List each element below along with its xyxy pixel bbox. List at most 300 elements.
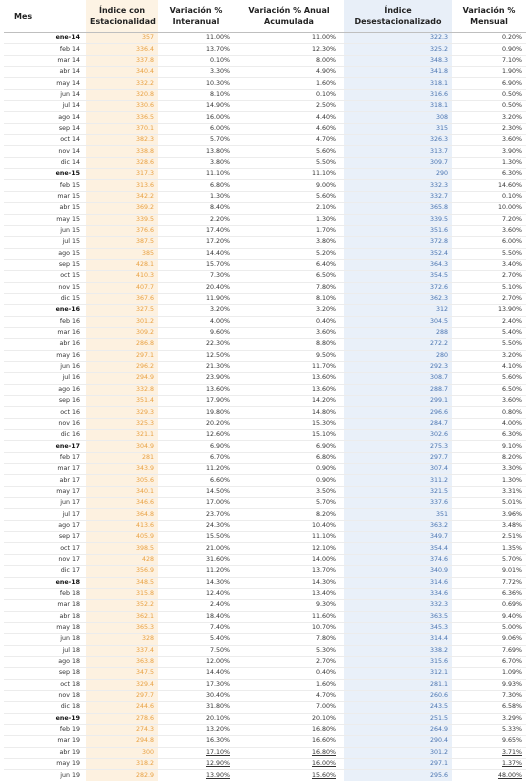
cell-variacion-mensual[interactable]: 2.40% [452, 316, 526, 327]
cell-mes[interactable]: nov 17 [4, 554, 86, 565]
table-row[interactable] [4, 225, 526, 236]
cell-indice-estacionalidad[interactable]: 301.2 [86, 316, 158, 327]
cell-variacion-anual-acumulada[interactable]: 9.30% [234, 600, 344, 611]
cell-variacion-mensual[interactable]: 5.10% [452, 282, 526, 293]
cell-indice-desestacionalizado[interactable]: 312 [344, 305, 452, 316]
cell-mes[interactable]: ene-16 [4, 305, 86, 316]
cell-mes[interactable]: jul 16 [4, 373, 86, 384]
cell-indice-desestacionalizado[interactable]: 326.3 [344, 135, 452, 146]
cell-indice-desestacionalizado[interactable]: 288 [344, 327, 452, 338]
cell-indice-estacionalidad[interactable]: 304.9 [86, 441, 158, 452]
cell-indice-estacionalidad[interactable]: 329.3 [86, 407, 158, 418]
cell-variacion-interanual[interactable]: 30.40% [158, 690, 234, 701]
cell-indice-estacionalidad[interactable]: 321.1 [86, 430, 158, 441]
cell-indice-estacionalidad[interactable]: 376.6 [86, 225, 158, 236]
table-row[interactable] [4, 611, 526, 622]
cell-indice-desestacionalizado[interactable]: 315 [344, 123, 452, 134]
cell-indice-estacionalidad[interactable]: 278.6 [86, 713, 158, 724]
cell-mes[interactable]: nov 15 [4, 282, 86, 293]
cell-indice-estacionalidad[interactable]: 405.9 [86, 532, 158, 543]
cell-variacion-interanual[interactable]: 6.70% [158, 452, 234, 463]
cell-variacion-interanual[interactable]: 2.20% [158, 214, 234, 225]
cell-variacion-interanual[interactable]: 14.30% [158, 577, 234, 588]
cell-indice-estacionalidad[interactable]: 309.2 [86, 327, 158, 338]
cell-indice-desestacionalizado[interactable]: 308.7 [344, 373, 452, 384]
cell-indice-estacionalidad[interactable]: 332.8 [86, 384, 158, 395]
table-row[interactable] [4, 33, 526, 44]
table-row[interactable] [4, 679, 526, 690]
table-row[interactable] [4, 747, 526, 758]
cell-mes[interactable]: mar 18 [4, 600, 86, 611]
cell-indice-desestacionalizado[interactable]: 290 [344, 169, 452, 180]
cell-variacion-mensual[interactable]: 2.70% [452, 293, 526, 304]
cell-variacion-mensual[interactable]: 5.40% [452, 327, 526, 338]
cell-indice-estacionalidad[interactable]: 329.4 [86, 679, 158, 690]
cell-variacion-anual-acumulada[interactable]: 6.40% [234, 259, 344, 270]
cell-indice-desestacionalizado[interactable]: 332.3 [344, 180, 452, 191]
cell-indice-desestacionalizado[interactable]: 338.2 [344, 645, 452, 656]
table-row[interactable] [4, 486, 526, 497]
cell-variacion-mensual[interactable]: 4.10% [452, 361, 526, 372]
cell-indice-desestacionalizado[interactable]: 362.3 [344, 293, 452, 304]
cell-variacion-mensual[interactable]: 0.69% [452, 600, 526, 611]
table-row[interactable] [4, 78, 526, 89]
cell-variacion-mensual[interactable]: 0.10% [452, 191, 526, 202]
cell-variacion-anual-acumulada[interactable]: 5.30% [234, 645, 344, 656]
table-row[interactable] [4, 770, 526, 781]
cell-mes[interactable]: oct 16 [4, 407, 86, 418]
cell-variacion-interanual[interactable]: 20.10% [158, 713, 234, 724]
cell-mes[interactable]: ago 14 [4, 112, 86, 123]
cell-variacion-mensual[interactable]: 6.70% [452, 656, 526, 667]
table-row[interactable] [4, 407, 526, 418]
cell-variacion-anual-acumulada[interactable]: 7.00% [234, 702, 344, 713]
table-row[interactable] [4, 566, 526, 577]
cell-variacion-interanual[interactable]: 31.80% [158, 702, 234, 713]
cell-variacion-interanual[interactable]: 13.90% [205, 771, 230, 779]
cell-variacion-interanual[interactable]: 14.40% [158, 248, 234, 259]
cell-indice-desestacionalizado[interactable]: 314.4 [344, 634, 452, 645]
table-row[interactable] [4, 293, 526, 304]
cell-variacion-interanual[interactable]: 20.20% [158, 418, 234, 429]
cell-mes[interactable]: jun 15 [4, 225, 86, 236]
cell-indice-desestacionalizado[interactable]: 280 [344, 350, 452, 361]
cell-variacion-anual-acumulada[interactable]: 13.40% [234, 588, 344, 599]
table-row[interactable] [4, 702, 526, 713]
cell-variacion-anual-acumulada[interactable]: 10.70% [234, 622, 344, 633]
table-row[interactable] [4, 690, 526, 701]
cell-mes[interactable]: jul 17 [4, 509, 86, 520]
cell-variacion-mensual[interactable]: 3.40% [452, 259, 526, 270]
cell-variacion-anual-acumulada[interactable]: 3.50% [234, 486, 344, 497]
cell-indice-estacionalidad[interactable]: 300 [86, 747, 158, 758]
cell-indice-desestacionalizado[interactable]: 311.2 [344, 475, 452, 486]
cell-variacion-anual-acumulada[interactable]: 16.80% [234, 724, 344, 735]
cell-variacion-interanual[interactable]: 14.50% [158, 486, 234, 497]
cell-indice-estacionalidad[interactable]: 370.1 [86, 123, 158, 134]
table-row[interactable] [4, 350, 526, 361]
cell-variacion-interanual[interactable]: 7.50% [158, 645, 234, 656]
cell-indice-estacionalidad[interactable]: 410.3 [86, 271, 158, 282]
cell-mes[interactable]: abr 18 [4, 611, 86, 622]
cell-variacion-interanual[interactable]: 12.50% [158, 350, 234, 361]
table-row[interactable] [4, 509, 526, 520]
cell-variacion-anual-acumulada[interactable]: 3.80% [234, 237, 344, 248]
cell-mes[interactable]: mar 19 [4, 736, 86, 747]
cell-variacion-interanual[interactable]: 20.40% [158, 282, 234, 293]
cell-variacion-mensual[interactable]: 0.20% [452, 33, 526, 44]
cell-indice-estacionalidad[interactable]: 294.9 [86, 373, 158, 384]
cell-variacion-anual-acumulada[interactable]: 7.80% [234, 282, 344, 293]
table-row[interactable] [4, 316, 526, 327]
cell-variacion-anual-acumulada[interactable]: 1.70% [234, 225, 344, 236]
cell-variacion-mensual[interactable]: 5.50% [452, 248, 526, 259]
cell-indice-desestacionalizado[interactable]: 275.3 [344, 441, 452, 452]
cell-indice-desestacionalizado[interactable]: 307.4 [344, 464, 452, 475]
table-row[interactable] [4, 101, 526, 112]
cell-variacion-interanual[interactable]: 11.10% [158, 169, 234, 180]
cell-indice-desestacionalizado[interactable]: 339.5 [344, 214, 452, 225]
cell-mes[interactable]: oct 18 [4, 679, 86, 690]
cell-variacion-mensual[interactable]: 7.69% [452, 645, 526, 656]
cell-variacion-interanual[interactable]: 15.70% [158, 259, 234, 270]
cell-indice-estacionalidad[interactable]: 413.6 [86, 520, 158, 531]
cell-variacion-interanual[interactable]: 31.60% [158, 554, 234, 565]
cell-variacion-interanual[interactable]: 6.80% [158, 180, 234, 191]
cell-variacion-interanual[interactable]: 12.60% [158, 430, 234, 441]
cell-indice-desestacionalizado[interactable]: 292.3 [344, 361, 452, 372]
table-row[interactable] [4, 713, 526, 724]
table-row[interactable] [4, 396, 526, 407]
table-row[interactable] [4, 588, 526, 599]
cell-variacion-mensual[interactable]: 1.30% [452, 157, 526, 168]
cell-mes[interactable]: feb 15 [4, 180, 86, 191]
cell-indice-desestacionalizado[interactable]: 354.4 [344, 543, 452, 554]
table-row[interactable] [4, 520, 526, 531]
cell-variacion-anual-acumulada[interactable]: 11.00% [234, 33, 344, 44]
cell-indice-estacionalidad[interactable]: 296.2 [86, 361, 158, 372]
cell-indice-desestacionalizado[interactable]: 314.6 [344, 577, 452, 588]
cell-variacion-anual-acumulada[interactable]: 3.20% [234, 305, 344, 316]
cell-variacion-mensual[interactable]: 2.51% [452, 532, 526, 543]
cell-variacion-interanual[interactable]: 12.00% [158, 656, 234, 667]
cell-variacion-interanual[interactable]: 17.30% [158, 679, 234, 690]
cell-variacion-interanual[interactable]: 21.00% [158, 543, 234, 554]
cell-indice-estacionalidad[interactable]: 369.2 [86, 203, 158, 214]
table-row[interactable] [4, 724, 526, 735]
cell-variacion-mensual[interactable]: 5.33% [452, 724, 526, 735]
cell-variacion-anual-acumulada[interactable]: 5.60% [234, 191, 344, 202]
cell-indice-desestacionalizado[interactable]: 312.1 [344, 668, 452, 679]
cell-variacion-interanual[interactable]: 13.20% [158, 724, 234, 735]
table-row[interactable] [4, 123, 526, 134]
cell-variacion-anual-acumulada[interactable]: 0.10% [234, 89, 344, 100]
cell-variacion-mensual[interactable]: 9.65% [452, 736, 526, 747]
cell-variacion-interanual[interactable]: 8.10% [158, 89, 234, 100]
cell-indice-estacionalidad[interactable]: 387.5 [86, 237, 158, 248]
cell-variacion-interanual[interactable]: 24.30% [158, 520, 234, 531]
cell-variacion-interanual[interactable]: 6.00% [158, 123, 234, 134]
cell-mes[interactable]: jun 19 [60, 771, 80, 779]
cell-variacion-mensual[interactable]: 0.90% [452, 44, 526, 55]
table-row[interactable] [4, 67, 526, 78]
cell-mes[interactable]: dic 17 [4, 566, 86, 577]
cell-indice-desestacionalizado[interactable]: 297.7 [344, 452, 452, 463]
cell-variacion-mensual[interactable]: 3.60% [452, 135, 526, 146]
cell-indice-estacionalidad[interactable]: 286.8 [86, 339, 158, 350]
cell-mes[interactable]: may 17 [4, 486, 86, 497]
cell-variacion-mensual[interactable]: 6.90% [452, 78, 526, 89]
cell-indice-desestacionalizado[interactable]: 260.6 [344, 690, 452, 701]
cell-mes[interactable]: feb 14 [4, 44, 86, 55]
cell-indice-estacionalidad[interactable]: 356.9 [86, 566, 158, 577]
cell-variacion-mensual[interactable]: 1.35% [452, 543, 526, 554]
cell-variacion-mensual[interactable]: 7.72% [452, 577, 526, 588]
cell-indice-estacionalidad[interactable]: 297.1 [86, 350, 158, 361]
cell-indice-estacionalidad[interactable]: 351.4 [86, 396, 158, 407]
cell-indice-estacionalidad[interactable]: 332.2 [86, 78, 158, 89]
cell-mes[interactable]: sep 16 [4, 396, 86, 407]
cell-indice-desestacionalizado[interactable]: 332.7 [344, 191, 452, 202]
cell-indice-estacionalidad[interactable]: 318.2 [86, 759, 158, 770]
cell-indice-estacionalidad[interactable]: 297.7 [86, 690, 158, 701]
table-row[interactable] [4, 327, 526, 338]
cell-indice-estacionalidad[interactable]: 305.6 [86, 475, 158, 486]
cell-mes[interactable]: jul 14 [4, 101, 86, 112]
table-row[interactable] [4, 271, 526, 282]
cell-indice-estacionalidad[interactable]: 315.8 [86, 588, 158, 599]
cell-variacion-mensual[interactable]: 6.58% [452, 702, 526, 713]
cell-indice-desestacionalizado[interactable]: 340.9 [344, 566, 452, 577]
cell-variacion-interanual[interactable]: 13.70% [158, 44, 234, 55]
table-row[interactable] [4, 554, 526, 565]
cell-variacion-anual-acumulada[interactable]: 4.90% [234, 67, 344, 78]
cell-indice-desestacionalizado[interactable]: 296.6 [344, 407, 452, 418]
cell-mes[interactable]: oct 14 [4, 135, 86, 146]
cell-variacion-interanual[interactable]: 14.40% [158, 668, 234, 679]
cell-indice-desestacionalizado[interactable]: 372.8 [344, 237, 452, 248]
cell-indice-desestacionalizado[interactable]: 351 [344, 509, 452, 520]
cell-indice-estacionalidad[interactable]: 357 [86, 33, 158, 44]
table-row[interactable] [4, 498, 526, 509]
cell-variacion-anual-acumulada[interactable]: 4.70% [234, 690, 344, 701]
cell-variacion-interanual[interactable]: 17.00% [158, 498, 234, 509]
cell-variacion-anual-acumulada[interactable]: 4.40% [234, 112, 344, 123]
table-row[interactable] [4, 214, 526, 225]
table-row[interactable] [4, 191, 526, 202]
cell-indice-estacionalidad[interactable]: 340.4 [86, 67, 158, 78]
cell-indice-desestacionalizado[interactable]: 321.5 [344, 486, 452, 497]
cell-variacion-mensual[interactable]: 2.30% [452, 123, 526, 134]
cell-variacion-anual-acumulada[interactable]: 8.80% [234, 339, 344, 350]
cell-indice-estacionalidad[interactable]: 385 [86, 248, 158, 259]
cell-variacion-anual-acumulada[interactable]: 6.50% [234, 271, 344, 282]
table-row[interactable] [4, 112, 526, 123]
cell-variacion-interanual[interactable]: 3.20% [158, 305, 234, 316]
cell-variacion-interanual[interactable]: 8.40% [158, 203, 234, 214]
cell-mes[interactable]: jun 16 [4, 361, 86, 372]
cell-indice-estacionalidad[interactable]: 313.6 [86, 180, 158, 191]
cell-variacion-anual-acumulada[interactable]: 15.60% [311, 771, 336, 779]
cell-indice-desestacionalizado[interactable]: 297.1 [344, 759, 452, 770]
cell-variacion-anual-acumulada[interactable]: 9.00% [234, 180, 344, 191]
cell-variacion-mensual[interactable]: 3.20% [452, 112, 526, 123]
cell-variacion-interanual[interactable]: 13.80% [158, 146, 234, 157]
cell-variacion-mensual[interactable]: 3.29% [452, 713, 526, 724]
cell-variacion-interanual[interactable]: 1.30% [158, 191, 234, 202]
cell-variacion-anual-acumulada[interactable]: 0.90% [234, 475, 344, 486]
cell-variacion-anual-acumulada[interactable]: 14.20% [234, 396, 344, 407]
cell-variacion-mensual[interactable]: 1.90% [452, 67, 526, 78]
header-indice-desestacionalizado[interactable]: Índice Desestacionalizado [344, 0, 452, 33]
cell-mes[interactable]: ago 15 [4, 248, 86, 259]
cell-variacion-mensual[interactable]: 5.70% [452, 554, 526, 565]
cell-indice-estacionalidad[interactable]: 328.6 [86, 157, 158, 168]
cell-indice-desestacionalizado[interactable]: 309.7 [344, 157, 452, 168]
table-row[interactable] [4, 532, 526, 543]
cell-variacion-interanual[interactable]: 21.30% [158, 361, 234, 372]
cell-indice-desestacionalizado[interactable]: 313.7 [344, 146, 452, 157]
cell-variacion-anual-acumulada[interactable]: 5.60% [234, 146, 344, 157]
cell-variacion-mensual[interactable]: 3.71% [452, 747, 526, 758]
cell-variacion-interanual[interactable]: 13.60% [158, 384, 234, 395]
cell-variacion-mensual[interactable]: 6.50% [452, 384, 526, 395]
cell-variacion-anual-acumulada[interactable]: 1.30% [234, 214, 344, 225]
cell-variacion-mensual[interactable]: 9.10% [452, 441, 526, 452]
cell-variacion-interanual[interactable]: 4.00% [158, 316, 234, 327]
table-row[interactable] [4, 339, 526, 350]
table-row[interactable] [4, 55, 526, 66]
cell-variacion-interanual[interactable]: 23.70% [158, 509, 234, 520]
cell-variacion-anual-acumulada[interactable]: 3.60% [234, 327, 344, 338]
cell-indice-estacionalidad[interactable]: 340.1 [86, 486, 158, 497]
cell-variacion-anual-acumulada[interactable]: 14.00% [234, 554, 344, 565]
cell-indice-estacionalidad[interactable]: 407.7 [86, 282, 158, 293]
cell-variacion-anual-acumulada[interactable]: 8.10% [234, 293, 344, 304]
cell-variacion-interanual[interactable]: 6.90% [158, 441, 234, 452]
cell-variacion-interanual[interactable]: 11.20% [158, 566, 234, 577]
cell-variacion-mensual[interactable]: 13.90% [452, 305, 526, 316]
cell-variacion-mensual[interactable]: 3.31% [452, 486, 526, 497]
cell-variacion-interanual[interactable]: 12.90% [158, 759, 234, 770]
cell-mes[interactable]: mar 17 [4, 464, 86, 475]
cell-variacion-interanual[interactable]: 11.90% [158, 293, 234, 304]
table-row[interactable] [4, 600, 526, 611]
table-row[interactable] [4, 475, 526, 486]
cell-variacion-anual-acumulada[interactable]: 4.60% [234, 123, 344, 134]
cell-variacion-anual-acumulada[interactable]: 1.60% [234, 679, 344, 690]
cell-mes[interactable]: may 16 [4, 350, 86, 361]
cell-mes[interactable]: dic 16 [4, 430, 86, 441]
table-row[interactable] [4, 248, 526, 259]
cell-indice-estacionalidad[interactable]: 317.3 [86, 169, 158, 180]
cell-variacion-mensual[interactable]: 3.60% [452, 225, 526, 236]
table-row[interactable] [4, 157, 526, 168]
cell-mes[interactable]: sep 14 [4, 123, 86, 134]
cell-mes[interactable]: ene-19 [4, 713, 86, 724]
cell-indice-estacionalidad[interactable]: 294.8 [86, 736, 158, 747]
cell-indice-desestacionalizado[interactable]: 365.8 [344, 203, 452, 214]
cell-indice-desestacionalizado[interactable]: 345.3 [344, 622, 452, 633]
cell-indice-desestacionalizado[interactable]: 304.5 [344, 316, 452, 327]
table-row[interactable] [4, 464, 526, 475]
cell-variacion-mensual[interactable]: 3.20% [452, 350, 526, 361]
cell-indice-desestacionalizado[interactable]: 354.5 [344, 271, 452, 282]
cell-indice-estacionalidad[interactable]: 347.5 [86, 668, 158, 679]
cell-indice-desestacionalizado[interactable]: 341.8 [344, 67, 452, 78]
table-row[interactable] [4, 135, 526, 146]
cell-variacion-mensual[interactable]: 7.10% [452, 55, 526, 66]
cell-mes[interactable]: ago 18 [4, 656, 86, 667]
cell-variacion-anual-acumulada[interactable]: 13.60% [234, 373, 344, 384]
cell-mes[interactable]: abr 16 [4, 339, 86, 350]
cell-indice-estacionalidad[interactable]: 337.8 [86, 55, 158, 66]
cell-variacion-interanual[interactable]: 16.00% [158, 112, 234, 123]
cell-variacion-interanual[interactable]: 19.80% [158, 407, 234, 418]
table-row[interactable] [4, 543, 526, 554]
cell-variacion-anual-acumulada[interactable]: 2.10% [234, 203, 344, 214]
cell-variacion-mensual[interactable]: 5.00% [452, 622, 526, 633]
cell-mes[interactable]: dic 15 [4, 293, 86, 304]
cell-variacion-anual-acumulada[interactable]: 14.30% [234, 577, 344, 588]
cell-indice-desestacionalizado[interactable]: 251.5 [344, 713, 452, 724]
cell-variacion-anual-acumulada[interactable]: 5.50% [234, 157, 344, 168]
cell-indice-desestacionalizado[interactable]: 318.1 [344, 78, 452, 89]
table-row[interactable] [4, 373, 526, 384]
header-variacion-interanual[interactable]: Variación % Interanual [158, 0, 234, 33]
cell-indice-desestacionalizado[interactable]: 264.9 [344, 724, 452, 735]
cell-variacion-anual-acumulada[interactable]: 0.90% [234, 464, 344, 475]
cell-indice-desestacionalizado[interactable]: 337.6 [344, 498, 452, 509]
cell-variacion-interanual[interactable]: 3.80% [158, 157, 234, 168]
header-variacion-anual-acumulada[interactable]: Variación % Anual Acumulada [234, 0, 344, 33]
cell-variacion-interanual[interactable]: 17.20% [158, 237, 234, 248]
cell-variacion-mensual[interactable]: 3.48% [452, 520, 526, 531]
cell-variacion-anual-acumulada[interactable]: 11.70% [234, 361, 344, 372]
cell-mes[interactable]: feb 18 [4, 588, 86, 599]
cell-indice-desestacionalizado[interactable]: 318.1 [344, 101, 452, 112]
cell-indice-estacionalidad[interactable]: 364.8 [86, 509, 158, 520]
cell-variacion-mensual[interactable]: 7.20% [452, 214, 526, 225]
table-row[interactable] [4, 645, 526, 656]
cell-variacion-interanual[interactable]: 16.30% [158, 736, 234, 747]
cell-variacion-mensual[interactable]: 0.50% [452, 89, 526, 100]
cell-indice-desestacionalizado[interactable]: 316.6 [344, 89, 452, 100]
cell-variacion-mensual[interactable]: 5.60% [452, 373, 526, 384]
cell-mes[interactable]: ago 17 [4, 520, 86, 531]
cell-mes[interactable]: mar 16 [4, 327, 86, 338]
cell-variacion-mensual[interactable]: 9.06% [452, 634, 526, 645]
cell-indice-estacionalidad[interactable]: 346.6 [86, 498, 158, 509]
cell-indice-estacionalidad[interactable]: 428 [86, 554, 158, 565]
cell-indice-estacionalidad[interactable]: 274.3 [86, 724, 158, 735]
cell-variacion-mensual[interactable]: 1.30% [452, 475, 526, 486]
cell-indice-desestacionalizado[interactable]: 295.6 [344, 770, 452, 781]
header-variacion-mensual[interactable]: Variación % Mensual [452, 0, 526, 33]
cell-variacion-interanual[interactable]: 2.40% [158, 600, 234, 611]
cell-variacion-anual-acumulada[interactable]: 2.50% [234, 101, 344, 112]
cell-indice-desestacionalizado[interactable]: 332.3 [344, 600, 452, 611]
cell-variacion-anual-acumulada[interactable]: 5.70% [234, 498, 344, 509]
cell-mes[interactable]: feb 16 [4, 316, 86, 327]
cell-variacion-interanual[interactable]: 14.90% [158, 101, 234, 112]
cell-indice-desestacionalizado[interactable]: 299.1 [344, 396, 452, 407]
cell-variacion-mensual[interactable]: 1.09% [452, 668, 526, 679]
cell-mes[interactable]: sep 15 [4, 259, 86, 270]
cell-mes[interactable]: nov 14 [4, 146, 86, 157]
cell-variacion-anual-acumulada[interactable]: 16.80% [234, 747, 344, 758]
header-indice-estacionalidad[interactable]: Índice con Estacionalidad [86, 0, 158, 33]
